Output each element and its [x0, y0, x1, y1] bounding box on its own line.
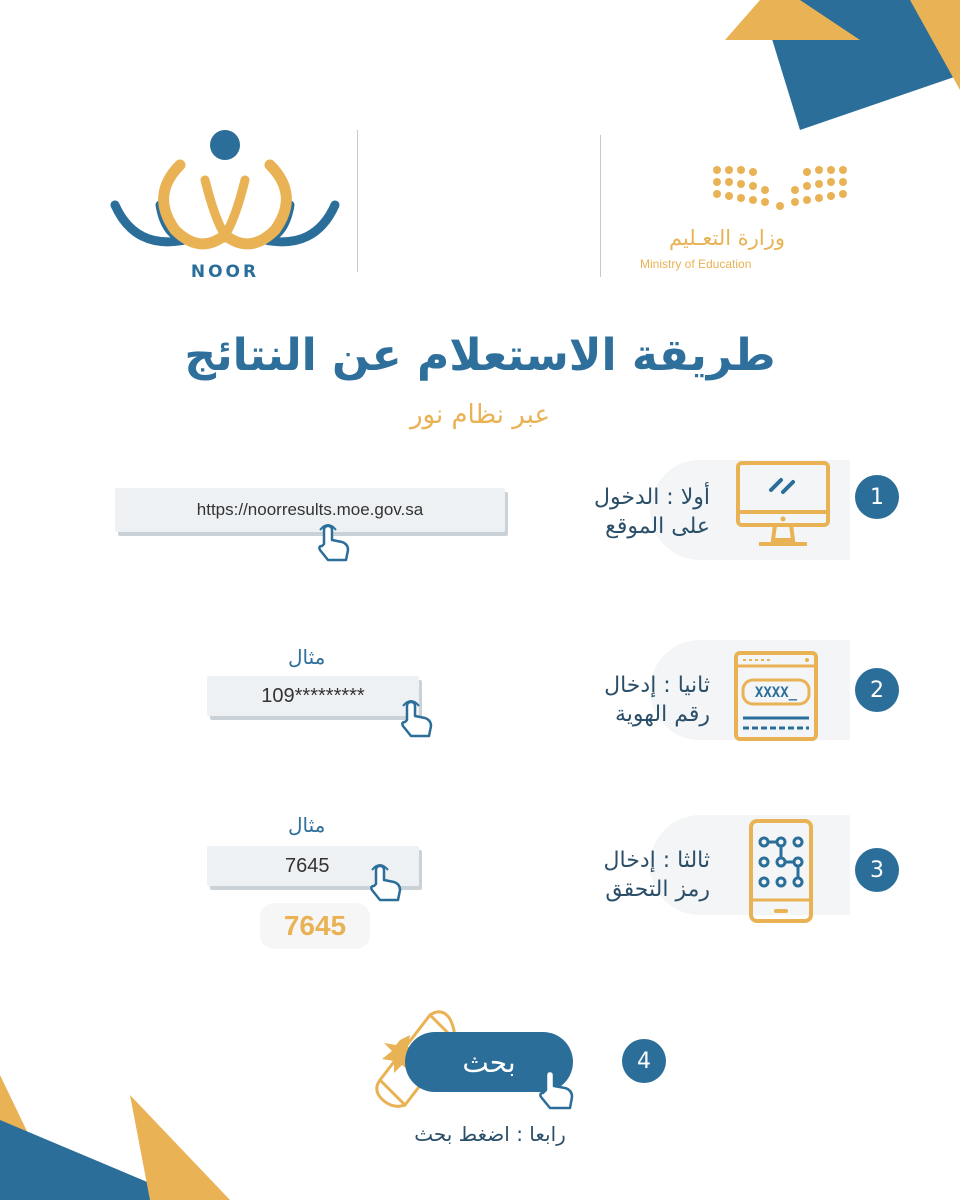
captcha-example-label: مثال — [288, 813, 326, 837]
hand-pointer-icon-3 — [364, 862, 408, 906]
ministry-logo-dots — [705, 160, 865, 220]
step-1-label-line2: على الموقع — [605, 513, 710, 539]
step-2-number: 2 — [855, 668, 899, 712]
page-subtitle: عبر نظام نور — [409, 400, 551, 430]
ministry-english-name: Ministry of Education — [640, 257, 752, 271]
hand-pointer-icon-2 — [395, 698, 439, 742]
step-3-label-line1: ثالثا : إدخال — [603, 848, 710, 873]
id-number-field[interactable]: 109********* — [207, 676, 419, 716]
step-2-label-line2: رقم الهوية — [614, 701, 710, 727]
captcha-field-value: 7645 — [285, 854, 330, 877]
step-1-number: 1 — [855, 475, 899, 519]
logo-divider-right — [600, 135, 601, 277]
step-3-number: 3 — [855, 848, 899, 892]
step-3-label-line2: رمز التحقق — [605, 876, 710, 902]
ministry-arabic-name: وزارة التعـليم — [668, 226, 785, 250]
monitor-icon — [735, 460, 831, 548]
search-button[interactable]: بحث — [405, 1032, 573, 1092]
step-3-label — [560, 847, 710, 904]
id-form-icon — [733, 650, 819, 742]
page-title: طريقة الاستعلام عن النتائج — [184, 330, 776, 381]
logo-divider-left — [357, 130, 358, 272]
step-4-number: 4 — [622, 1039, 666, 1083]
noor-logo-text: NOOR — [190, 262, 260, 282]
svg-text:XXXX_: XXXX_ — [754, 685, 798, 701]
captcha-code-badge: 7645 — [260, 903, 370, 949]
step-1-label-line1: أولا : الدخول — [594, 485, 710, 510]
step-1-label — [560, 484, 710, 541]
step-2-label-line1: ثانيا : إدخال — [604, 673, 710, 698]
step-2-label — [560, 672, 710, 729]
url-field[interactable]: https://noorresults.moe.gov.sa — [115, 488, 505, 532]
hand-pointer-icon-4 — [532, 1066, 582, 1116]
pattern-phone-icon — [748, 818, 814, 924]
step-4-label: رابعا : اضغط بحث — [414, 1122, 566, 1146]
noor-logo — [105, 125, 345, 285]
id-example-label: مثال — [288, 645, 326, 669]
hand-pointer-icon-1 — [312, 522, 356, 566]
